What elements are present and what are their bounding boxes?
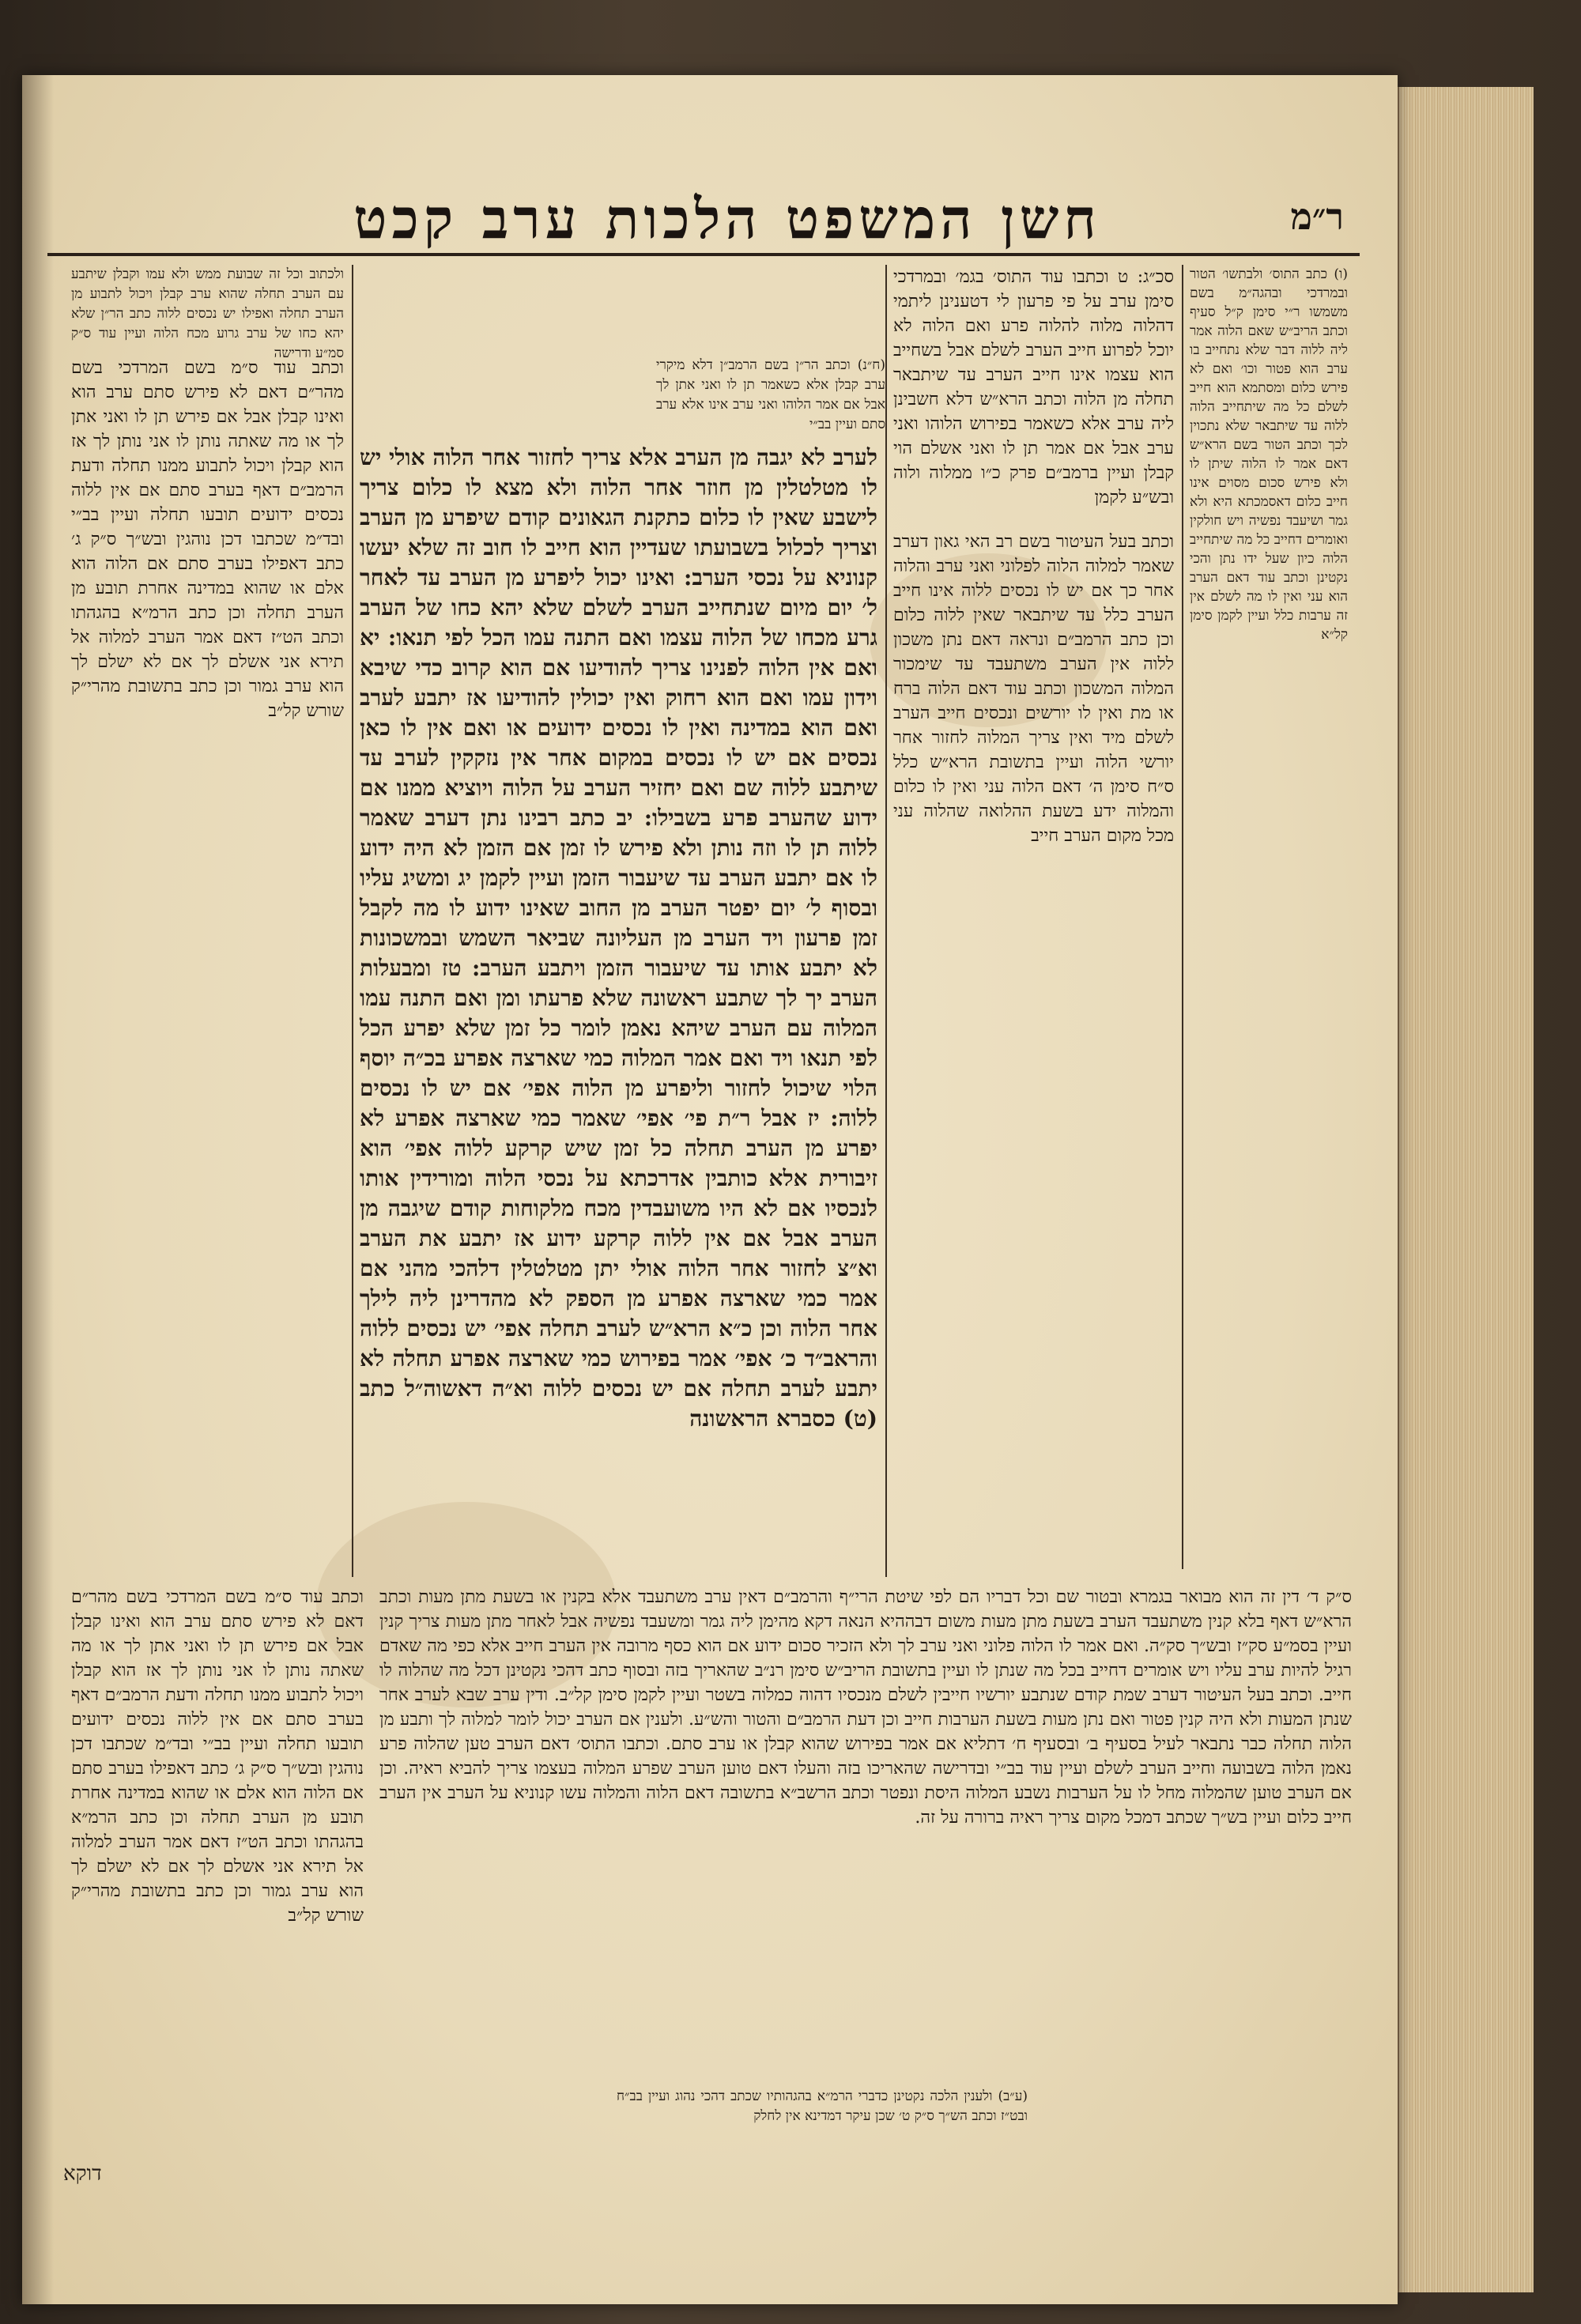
bottom-small-note: (ע״ב) ולענין הלכה נקטינן כדברי הרמ״א בהגהותיו שכתב דהכי נהוג ועיין בב״ח ובט״ז וכתב הש״ך ס״ק ט׳ שכן עיקר דמדינא אין לחלק xyxy=(617,2088,1028,2124)
commentary-left: וכתב עוד ס״מ בשם המרדכי בשם מהר״ם דאם לא פירש סתם ערב הוא ואינו קבלן אבל אם פירש תן לו ואני אתן לך או מה שאתה נותן לו אני נותן לך אז הוא קבלן ויכול לתבוע ממנו תחלה ודעת הרמב״ם דאף בערב סתם אם אין ללוה נכסים ידועים תובעו תחלה ועיין בב״י ובד״מ שכתבו דכן נוהגין ובש״ך ס״ק ג׳ כתב דאפילו בערב סתם אם הלוה הוא אלם או שהוא במדינה אחרת תובע מן הערב תחלה וכן כתב הרמ״א בהגהתו וכתב הט״ז דאם אמר הערב למלוה אל תירא אני אשלם לך אם לא ישלם לך הוא ערב גמור וכן כתב בתשובת מהרי״ק שורש קל״ב xyxy=(71,358,344,721)
page-number: ר״מ xyxy=(1290,195,1344,238)
note-small-mid: (ח״נ) וכתב הר״ן בשם הרמב״ן דלא מיקרי ערב קבלן אלא כשאמר תן לו ואני אתן לך אבל אם אמר הלוהו ואני ערב אינו אלא ערב סתם ועיין בב״י xyxy=(656,357,885,432)
page-title: חשן המשפט הלכות ערב קכט xyxy=(353,186,1101,251)
commentary-left-top: ולכתוב וכל זה שבועת ממש ולא עמו וקבלן שיתבע עם הערב תחלה שהוא ערב קבלן ויכול לתבוע מן הערב תחלה ואפילו יש נכסים ללוה כתב הר״ן שלא יהא כחו של ערב גרוע מכח הלוה ועיין עוד ס״ק סמ״ע ודרישה xyxy=(71,266,344,361)
page-header xyxy=(47,186,1360,257)
right-notes-column: (ו) כתב התוס׳ ולבתשו׳ הטור ובמרדכי ובהגה״מ בשם משמשו ר״י סימן ק״ל סעיף וכתב הריב״ש שאם הלוה אמר ליה ללוה דבר שלא נתחייב בו ערב הוא פטור וכו׳ ואם לא פירש כלום ומסתמא הוא חייב לשלם כל מה שיתחייב הלוה ללוה עד שיתבאר שלא נתכוין לכך וכתב הטור בשם הרא״ש דאם אמר לו הלוה שיתן לו ולא פירש סכום מסוים אינו חייב כלום דאסמכתא היא ולא גמר ושיעבד נפשיה ויש חולקין ואומרים דחייב כל מה שיתחייב הלוה כיון שעל ידו נתן והכי נקטינן וכתב עוד דאם הערב הוא עני ואין לו מה לשלם אין זה ערבות כלל ועיין לקמן סימן קל״א xyxy=(1190,266,1348,643)
main-text-column: לערב לא יגבה מן הערב אלא צריך לחזור אחר הלוה אולי יש לו מטלטלין מן חוזר אחר הלוה ולא מצא לו כלום צריך לישבע שאין לו כלום כתקנת הגאונים קודם שיפרע מן הערב וצריך לכלול בשבועתו שעדיין הוא חייב לו חוב זה שלא יעשו קנוניא על נכסי הערב: ואינו יכול ליפרע מן הערב עד לאחר ל׳ יום מיום שנתחייב הערב לשלם שלא יהא כחו של הערב גרע מכחו של הלוה עצמו ואם התנה עמו הכל לפי תנאו: יא ואם אין הלוה לפנינו צריך להודיעו אם הוא קרוב כדי שיבא וידון עמו ואם הוא רחוק ואין יכולין להודיעו אז יתבע לערב ואם הוא במדינה ואין לו נכסים ידועים או ואם אין לו כאן נכסים אם יש לו נכסים במקום אחר אין נזקקין לערב עד שיתבע ללוה שם ואם יחזיר הערב על הלוה ויוציא ממנו אם ידוע שהערב פרע בשבילו: יב כתב רבינו נתן דערב שאמר ללוה תן לו וזה נותן ולא פירש לו זמן אם הזמן לא היה ידוע לו אם יתבע הערב עד שיעבור הזמן ועיין לקמן יג ומשיג עליו ובסוף ל׳ יום יפטר הערב מן החוב שאינו ידוע לו מה לקבל זמן פרעון ויד הערב מן העליונה שביאר השמש ובמשכונות לא יתבע אותו עד שיעבור הזמן ויתבע הערב: טז ומבעלות הערב יך לך שתבע ראשונה שלא פרעתו ומן ואם התנה עמו המלוה עם הערב שיהא נאמן לומר כל זמן שלא יפרע הכל לפי תנאו ויד ואם אמר המלוה כמי שארצה אפרע בכ״ה יוסף הלוי שיכול לחזור וליפרע מן הלוה אפי׳ אם יש לו נכסים ללוה: יז אבל ר״ת פי׳ אפי׳ שאמר כמי שארצה אפרע לא יפרע מן הערב תחלה כל זמן שיש קרקע ללוה אפי׳ הוא זיבורית אלא כותבין אדרכתא על נכסי הלוה ומורידין אותו לנכסיו אם לא היו משועבדין מכח מלקוחות קודם שיגבה מן הערב אבל אם אין ללוה קרקע ידוע אז יתבע את הערב וא״צ לחזור אחר הלוה אולי יתן מטלטלין דלהכי מהני אם אמר כמי שארצה אפרע מן הספק לא מהדרינן ליה לילך אחר הלוה וכן כ״א הרא״ש לערב תחלה אפי׳ יש נכסים ללוה והראב״ד כ׳ אפי׳ אמר בפירוש כמי שארצה אפרע תחלה לא יתבע לערב תחלה אם יש נכסים ללוה וא״ה דאשוה״ל כתב (ט) כסברא הראשונה xyxy=(360,444,878,1432)
bottom-commentary-left: וכתב עוד ס״מ בשם המרדכי בשם מהר״ם דאם לא פירש סתם ערב הוא ואינו קבלן אבל אם פירש תן לו ואני אתן לך או מה שאתה נותן לו אני נותן לך אז הוא קבלן ויכול לתבוע ממנו תחלה ודעת הרמב״ם דאף בערב סתם אם אין ללוה נכסים ידועים תובעו תחלה ועיין בב״י ובד״מ שכתבו דכן נוהגין ובש״ך ס״ק ג׳ כתב דאפילו בערב סתם אם הלוה הוא אלם או שהוא במדינה אחרת תובע מן הערב תחלה וכן כתב הרמ״א בהגהתו וכתב הט״ז דאם אמר הערב למלוה אל תירא אני אשלם לך אם לא ישלם לך הוא ערב גמור וכן כתב בתשובת מהרי״ק שורש קל״ב xyxy=(71,1587,364,1926)
column-rule xyxy=(885,265,887,1577)
header-rule xyxy=(47,253,1360,256)
commentary-top-right: סכ״ג: ט וכתבו עוד התוס׳ בגמ׳ ובמרדכי סימן ערב על פי פרעון לי דטענינן ליתמי דהלוה מלוה להלוה פרע ואם הלוה לא יוכל לפרוע חייב הערב לשלם אבל בשחייב הוא עצמו אינו חייב הערב עד שיתבאר תחלה מן הלוה וכתב הרא״ש דלא חשבינן ליה ערב אלא כשאמר בפירוש הלוהו ואני ערב אבל אם אמר תן לו ואני אשלם הוי קבלן ועיין ברמב״ם פרק כ״ו ממלוה ולוה ובש״ע לקמן xyxy=(893,267,1174,507)
bottom-commentary: ס״ק ד׳ דין זה הוא מבואר בגמרא ובטור שם וכל דבריו הם לפי שיטת הרי״ף והרמב״ם דאין ערב משתעבד אלא בקנין או בשעת מתן מעות וכתב הרא״ש דאף בלא קנין משתעבד הערב בשעת מתן מעות משום דבההיא הנאה דקא מהימן ליה גמר ומשעבד נפשיה אבל לאחר מתן מעות צריך קנין ועיין בסמ״ע סק״ז ובש״ך סק״ה. ואם אמר לו הלוה פלוני ואני ערב לך ולא הזכיר סכום ידוע אם הוא כסף מרובה אין הערב חייב אלא כפי מה שאדם רגיל להיות ערב עליו ויש אומרים דחייב בכל מה שנתן לו ועיין בתשובת הריב״ש סימן רנ״ב שהאריך בזה ובסוף כתב דהכי נקטינן דכל מה שהלוה לו חייב. וכתב בעל העיטור דערב שמת קודם שנתבע יורשיו חייבין לשלם מנכסיו דהוה כמלוה בשטר ועיין לקמן סימן קל״ב. ודין ערב שבא לערב אחר שנתן המעות ולא היה קנין פטור ואם נתן מעות בשעת הערבות חייב וכן דעת הרמב״ם והטור והש״ע. ולענין אם הערב יכול לומר למלוה לך ותבע מן הלוה תחלה כבר נתבאר לעיל בסעיף ב׳ ובסעיף ח׳ דתליא אם אמר בפירוש שהוא קבלן או ערב סתם. וכתבו התוס׳ דאם הערב טען שהלוה פרע נאמן הלוה בשבועה וחייב הערב לשלם ועיין עוד בב״י ובדרישה שהאריכו בזה והעלו דאם טוען הערב שפרע המלוה בעצמו צריך להביא ראיה. וכן אם הערב טוען שהמלוה מחל לו על הערבות נשבע המלוה היסת ונפטר וכתב הרשב״א בתשובה דאם הלוה והמלוה עשו קנוניא על הערב אין הערב חייב כלום ועיין בש״ך שכתב דמכל מקום צריך ראיה ברורה על זה. xyxy=(379,1587,1352,1828)
catchword: דוקא xyxy=(63,2162,102,2186)
page-edges xyxy=(1398,87,1534,2292)
column-rule xyxy=(352,265,353,1577)
spine-shadow xyxy=(22,75,54,2304)
commentary-mid-right: וכתב בעל העיטור בשם רב האי גאון דערב שאמר למלוה הלוה לפלוני ואני ערב והלוה אחר כך אם יש לו נכסים ללוה אינו חייב הערב כלל עד שיתבאר שאין ללוה כלום וכן כתב הרמב״ם ונראה דאם נתן משכון ללוה אין הערב משתעבד עד שימכור המלוה המשכון וכתב עוד דאם הלוה ברח או מת ואין לו יורשים ונכסים חייב הערב לשלם מיד ואין צריך המלוה לחזור אחר יורשי הלוה ועיין בתשובת הרא״ש כלל ס״ח סימן ה׳ דאם הלוה עני ואין לו כלום והמלוה ידע בשעת ההלואה שהלוה עני מכל מקום הערב חייב xyxy=(893,532,1174,846)
column-rule xyxy=(1182,265,1183,1569)
